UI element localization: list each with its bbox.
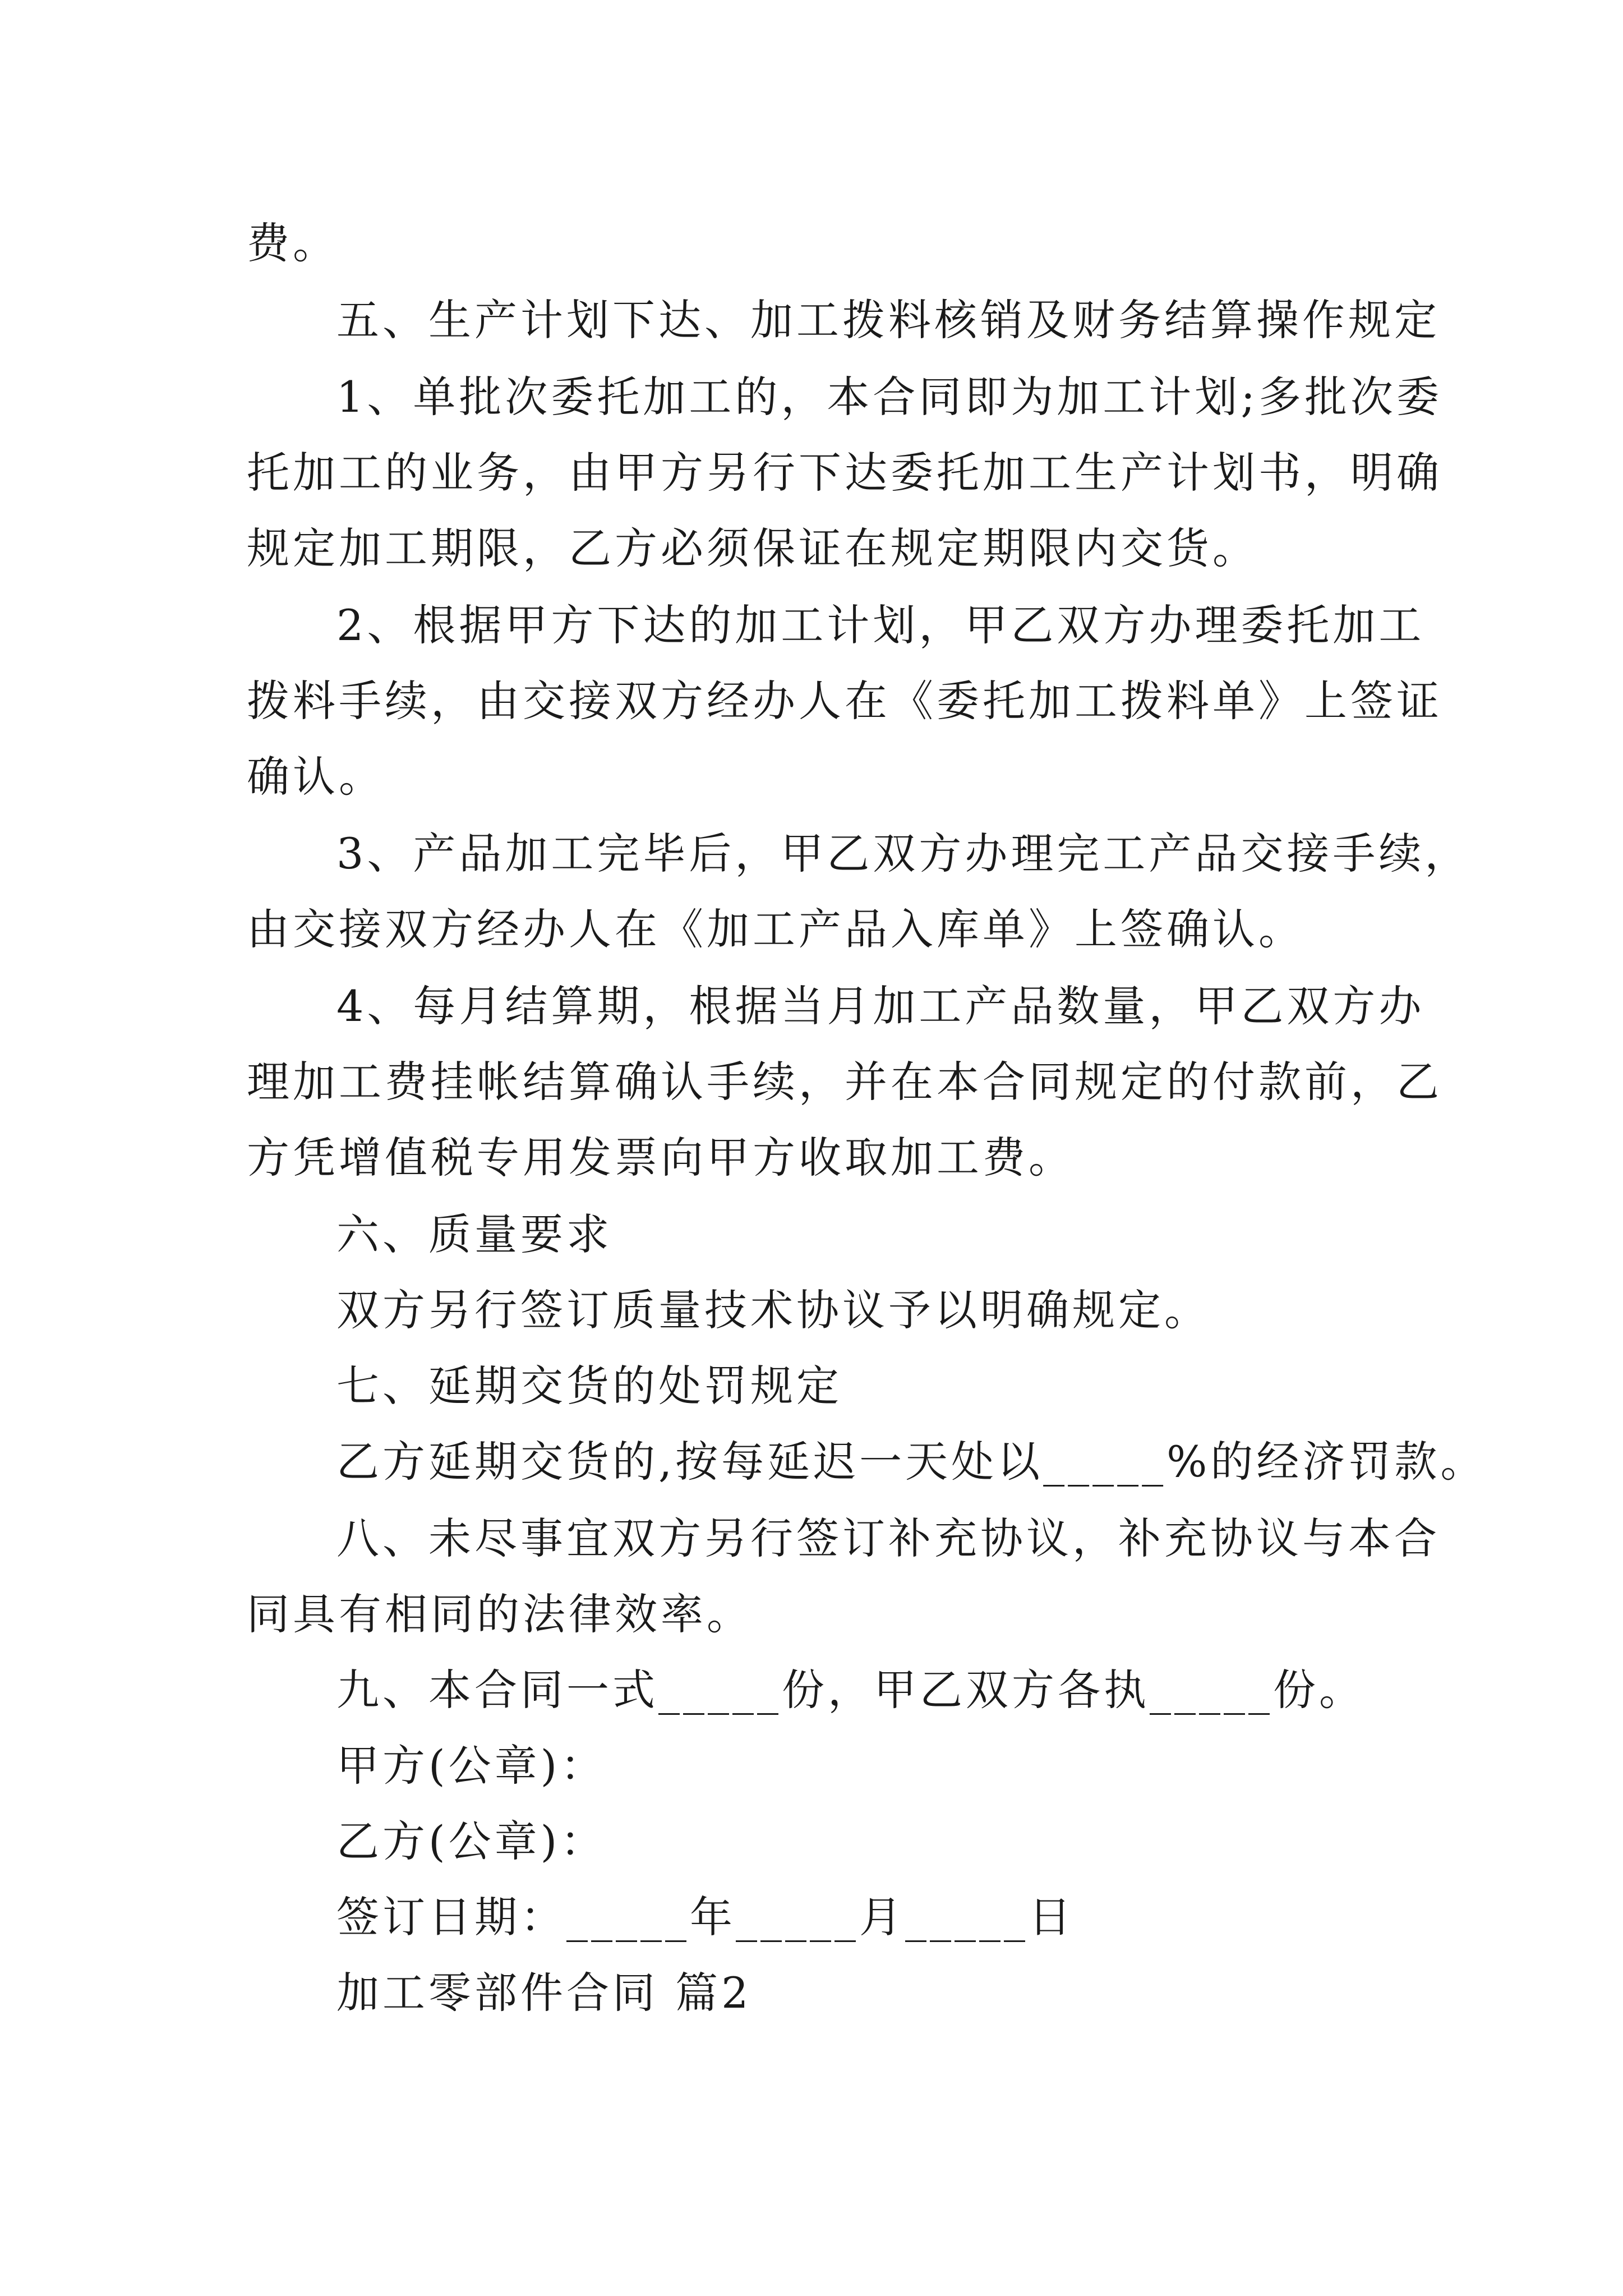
text-line-3: 1、单批次委托加工的，本合同即为加工计划;多批次委 [336, 372, 1442, 422]
section-heading-6: 六、质量要求 [336, 1209, 612, 1259]
next-section-title: 加工零部件合同 篇2 [336, 1968, 752, 2018]
sign-date: 签订日期：_____年_____月_____日 [336, 1892, 1075, 1942]
text-line-10: 由交接双方经办人在《加工产品入库单》上签确认。 [247, 904, 1304, 954]
text-line-12: 理加工费挂帐结算确认手续，并在本合同规定的付款前，乙 [247, 1057, 1442, 1107]
text-line-8: 确认。 [247, 752, 385, 802]
section-heading-5: 五、生产计划下达、加工拨料核销及财务结算操作规定 [336, 295, 1440, 345]
text-line-9: 3、产品加工完毕后，甲乙双方办理完工产品交接手续， [336, 829, 1471, 878]
text-line-13: 方凭增值税专用发票向甲方收取加工费。 [247, 1133, 1075, 1182]
text-line-4: 托加工的业务，由甲方另行下达委托加工生产计划书，明确 [247, 448, 1442, 498]
section-heading-8: 八、未尽事宜双方另行签订补充协议，补充协议与本合 [336, 1513, 1440, 1563]
text-line-17: 乙方延期交货的,按每延迟一天处以_____%的经济罚款。 [336, 1437, 1487, 1487]
section-heading-9: 九、本合同一式_____份，甲乙双方各执_____份。 [336, 1665, 1365, 1715]
party-b-seal: 乙方(公章)： [336, 1816, 607, 1866]
text-line-7: 拨料手续，由交接双方经办人在《委托加工拨料单》上签证 [247, 676, 1442, 726]
party-a-seal: 甲方(公章)： [336, 1741, 607, 1791]
text-line-1: 费。 [247, 218, 339, 268]
text-line-19: 同具有相同的法律效率。 [247, 1589, 753, 1639]
text-line-6: 2、根据甲方下达的加工计划，甲乙双方办理委托加工 [336, 600, 1425, 650]
text-line-11: 4、每月结算期，根据当月加工产品数量，甲乙双方办 [336, 981, 1425, 1031]
section-heading-7: 七、延期交货的处罚规定 [336, 1361, 842, 1411]
text-line-15: 双方另行签订质量技术协议予以明确规定。 [336, 1285, 1210, 1335]
text-line-5: 规定加工期限，乙方必须保证在规定期限内交货。 [247, 523, 1258, 573]
